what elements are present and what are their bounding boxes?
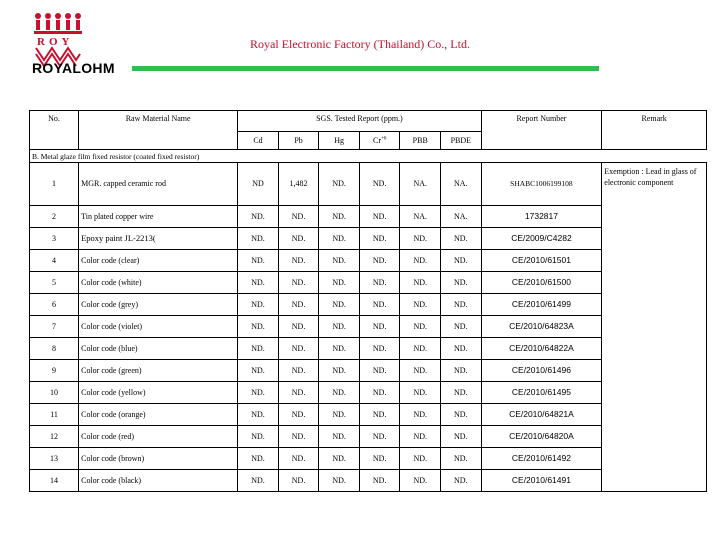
table-row bbox=[30, 359, 707, 381]
remark bbox=[602, 381, 707, 403]
test-value: ND. bbox=[319, 381, 360, 403]
report-number: CE/2010/64821A bbox=[481, 403, 602, 425]
row-no: 9 bbox=[30, 359, 79, 381]
test-value: ND. bbox=[238, 425, 279, 447]
test-value: ND. bbox=[400, 381, 441, 403]
test-value: ND. bbox=[238, 337, 279, 359]
test-value: ND. bbox=[319, 227, 360, 249]
material-name: Color code (orange) bbox=[79, 403, 238, 425]
material-name: Color code (black) bbox=[79, 469, 238, 492]
test-value: ND. bbox=[278, 425, 319, 447]
remark bbox=[602, 447, 707, 469]
test-value: ND. bbox=[359, 293, 400, 315]
report-number: CE/2010/61501 bbox=[481, 249, 602, 271]
test-value: ND. bbox=[319, 469, 360, 492]
test-value: ND. bbox=[400, 337, 441, 359]
test-value: ND. bbox=[319, 293, 360, 315]
report-number: CE/2010/64822A bbox=[481, 337, 602, 359]
remark bbox=[602, 403, 707, 425]
test-value: ND. bbox=[238, 359, 279, 381]
test-value: ND. bbox=[278, 469, 319, 492]
report-number: CE/2010/61495 bbox=[481, 381, 602, 403]
test-value: ND. bbox=[319, 271, 360, 293]
company-title: Royal Electronic Factory (Thailand) Co., Ltd. bbox=[250, 37, 470, 51]
table-row bbox=[30, 403, 707, 425]
test-value: ND. bbox=[441, 293, 482, 315]
remark bbox=[602, 205, 707, 227]
row-no: 14 bbox=[30, 469, 79, 492]
test-value: ND. bbox=[441, 315, 482, 337]
test-value: ND. bbox=[359, 425, 400, 447]
test-value: ND. bbox=[359, 447, 400, 469]
remark bbox=[602, 249, 707, 271]
remark bbox=[602, 425, 707, 447]
table-row bbox=[30, 271, 707, 293]
test-value: ND. bbox=[441, 227, 482, 249]
row-no: 4 bbox=[30, 249, 79, 271]
report-number: CE/2009/C4282 bbox=[481, 227, 602, 249]
row-no: 1 bbox=[30, 163, 79, 206]
material-name: Color code (white) bbox=[79, 271, 238, 293]
row-no: 12 bbox=[30, 425, 79, 447]
test-value: ND. bbox=[238, 271, 279, 293]
test-value: ND. bbox=[359, 249, 400, 271]
table-row bbox=[30, 337, 707, 359]
test-value: ND. bbox=[278, 403, 319, 425]
test-value: ND. bbox=[278, 359, 319, 381]
material-name: Color code (blue) bbox=[79, 337, 238, 359]
brand-name: ROYALOHM bbox=[32, 60, 115, 76]
material-name: Color code (yellow) bbox=[79, 381, 238, 403]
test-value: ND. bbox=[441, 447, 482, 469]
row-no: 6 bbox=[30, 293, 79, 315]
test-value: NA. bbox=[400, 163, 441, 206]
test-value: ND. bbox=[319, 315, 360, 337]
test-value: ND. bbox=[441, 249, 482, 271]
test-value: ND. bbox=[278, 227, 319, 249]
material-name: Epoxy paint JL-2213( bbox=[79, 227, 238, 249]
test-value: ND. bbox=[441, 381, 482, 403]
material-name: Color code (violet) bbox=[79, 315, 238, 337]
report-number: 1732817 bbox=[481, 205, 602, 227]
test-value: ND. bbox=[238, 447, 279, 469]
sub-pb: Pb bbox=[278, 132, 319, 150]
report-number: SHABC1006199108 bbox=[481, 163, 602, 206]
table-row bbox=[30, 381, 707, 403]
test-value: ND. bbox=[278, 381, 319, 403]
remark bbox=[602, 227, 707, 249]
table-row bbox=[30, 447, 707, 469]
report-number: CE/2010/61499 bbox=[481, 293, 602, 315]
col-sgs: SGS. Tested Report (ppm.) bbox=[238, 111, 481, 132]
row-no: 5 bbox=[30, 271, 79, 293]
table-row bbox=[30, 163, 707, 206]
test-value: ND. bbox=[319, 163, 360, 206]
row-no: 2 bbox=[30, 205, 79, 227]
test-value: ND. bbox=[238, 381, 279, 403]
report-number: CE/2010/61500 bbox=[481, 271, 602, 293]
test-value: ND. bbox=[400, 359, 441, 381]
test-value: ND. bbox=[441, 271, 482, 293]
report-number: CE/2010/61492 bbox=[481, 447, 602, 469]
test-value: ND. bbox=[400, 425, 441, 447]
test-value: ND. bbox=[238, 205, 279, 227]
test-value: ND. bbox=[441, 425, 482, 447]
remark bbox=[602, 337, 707, 359]
sub-cd: Cd bbox=[238, 132, 279, 150]
test-value: ND. bbox=[238, 315, 279, 337]
remark bbox=[602, 469, 707, 492]
row-no: 11 bbox=[30, 403, 79, 425]
material-name: Color code (clear) bbox=[79, 249, 238, 271]
test-value: ND. bbox=[400, 293, 441, 315]
test-value: ND. bbox=[441, 359, 482, 381]
test-value: ND. bbox=[359, 337, 400, 359]
test-value: ND. bbox=[238, 293, 279, 315]
report-number: CE/2010/64823A bbox=[481, 315, 602, 337]
sub-cr6: $Cr^{+6}$ bbox=[359, 132, 400, 150]
test-value: ND. bbox=[278, 205, 319, 227]
row-no: 7 bbox=[30, 315, 79, 337]
table-row bbox=[30, 227, 707, 249]
material-name: Color code (brown) bbox=[79, 447, 238, 469]
test-value: ND. bbox=[278, 447, 319, 469]
table-row bbox=[30, 249, 707, 271]
remark bbox=[602, 271, 707, 293]
accent-bar bbox=[132, 66, 599, 71]
test-value: ND. bbox=[319, 337, 360, 359]
material-name: Color code (grey) bbox=[79, 293, 238, 315]
sub-pbb: PBB bbox=[400, 132, 441, 150]
test-value: ND. bbox=[400, 315, 441, 337]
test-value: ND. bbox=[400, 271, 441, 293]
test-value: ND. bbox=[319, 425, 360, 447]
col-remark: Remark bbox=[602, 111, 707, 150]
test-value: ND. bbox=[359, 381, 400, 403]
test-value: ND. bbox=[278, 249, 319, 271]
test-value: NA. bbox=[441, 205, 482, 227]
test-value: ND. bbox=[359, 163, 400, 206]
test-value: ND. bbox=[319, 359, 360, 381]
row-no: 13 bbox=[30, 447, 79, 469]
sub-hg: Hg bbox=[319, 132, 360, 150]
test-value: ND. bbox=[400, 227, 441, 249]
row-no: 10 bbox=[30, 381, 79, 403]
test-value: ND. bbox=[319, 249, 360, 271]
test-value: ND. bbox=[359, 403, 400, 425]
section-title: B. Metal glaze film fixed resistor (coated fixed resistor) bbox=[30, 150, 482, 163]
col-material: Raw Material Name bbox=[79, 111, 238, 150]
remark bbox=[602, 315, 707, 337]
test-value: ND. bbox=[441, 337, 482, 359]
table-row bbox=[30, 315, 707, 337]
material-name: MGR. capped ceramic rod bbox=[79, 163, 238, 206]
material-name: Tin plated copper wire bbox=[79, 205, 238, 227]
test-value: ND. bbox=[441, 403, 482, 425]
test-value: ND. bbox=[278, 337, 319, 359]
table-row bbox=[30, 469, 707, 492]
test-value: ND. bbox=[319, 447, 360, 469]
test-value: ND. bbox=[400, 447, 441, 469]
material-name: Color code (red) bbox=[79, 425, 238, 447]
test-value: ND. bbox=[359, 271, 400, 293]
table-row bbox=[30, 205, 707, 227]
test-value: ND. bbox=[400, 403, 441, 425]
test-value: ND. bbox=[278, 271, 319, 293]
test-value: ND. bbox=[278, 293, 319, 315]
test-value: ND. bbox=[319, 403, 360, 425]
row-no: 3 bbox=[30, 227, 79, 249]
test-value: ND. bbox=[238, 249, 279, 271]
test-value: ND. bbox=[238, 227, 279, 249]
remark: Exemption : Lead in glass of electronic component bbox=[602, 163, 707, 206]
remark bbox=[602, 359, 707, 381]
test-value: ND. bbox=[278, 315, 319, 337]
section-blank bbox=[481, 150, 706, 163]
sub-pbde: PBDE bbox=[441, 132, 482, 150]
material-name: Color code (green) bbox=[79, 359, 238, 381]
test-value: ND. bbox=[238, 469, 279, 492]
test-value: ND. bbox=[441, 469, 482, 492]
table-row bbox=[30, 293, 707, 315]
test-value: 1,482 bbox=[278, 163, 319, 206]
test-value: NA. bbox=[441, 163, 482, 206]
test-value: ND. bbox=[359, 227, 400, 249]
row-no: 8 bbox=[30, 337, 79, 359]
test-value: ND. bbox=[319, 205, 360, 227]
test-value: ND. bbox=[400, 469, 441, 492]
test-value: ND. bbox=[359, 359, 400, 381]
report-number: CE/2010/61496 bbox=[481, 359, 602, 381]
test-value: ND. bbox=[359, 205, 400, 227]
report-number: CE/2010/61491 bbox=[481, 469, 602, 492]
test-value: ND. bbox=[400, 249, 441, 271]
test-value: NA. bbox=[400, 205, 441, 227]
test-value: ND. bbox=[238, 403, 279, 425]
col-no: No. bbox=[30, 111, 79, 150]
test-value: ND. bbox=[359, 315, 400, 337]
test-value: ND. bbox=[359, 469, 400, 492]
col-report: Report Number bbox=[481, 111, 602, 150]
test-value: ND bbox=[238, 163, 279, 206]
table-row bbox=[30, 425, 707, 447]
materials-table bbox=[29, 110, 707, 492]
remark bbox=[602, 293, 707, 315]
report-number: CE/2010/64820A bbox=[481, 425, 602, 447]
svg-text:ROY: ROY bbox=[37, 36, 74, 48]
